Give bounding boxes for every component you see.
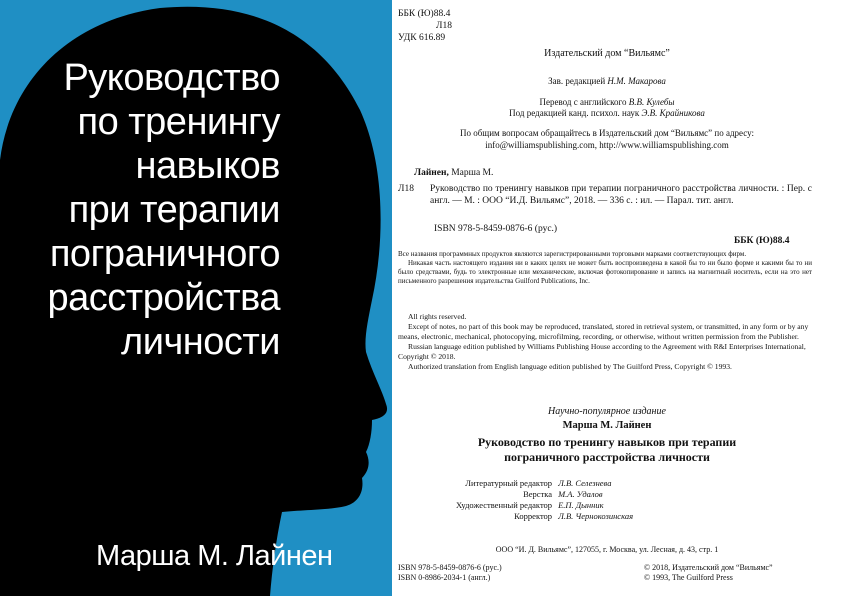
bbk-code: ББК (Ю)88.4 <box>398 9 451 19</box>
credit-role: Литературный редактор <box>465 478 553 488</box>
legal-notice-en <box>398 312 812 372</box>
translator <box>392 97 822 108</box>
translator-role: Перевод с английского <box>539 97 627 107</box>
isbn-english: ISBN 0-8986-2034-1 (англ.) <box>398 573 491 582</box>
russian-edition-notice: Russian language edition published by Williams Publishing House according to the Agreement with R&I Enterprises International, Copyright © 2018. <box>398 342 806 361</box>
cover-title-line: личности <box>121 321 280 363</box>
author-mark: Л18 <box>436 21 452 31</box>
credit-name: М.А. Удалов <box>558 489 603 499</box>
contact-info <box>392 127 822 151</box>
authorized-translation-notice: Authorized translation from English language edition published by The Guilford Press, Copyright © 1993. <box>408 362 732 371</box>
credit-row <box>456 478 633 489</box>
credit-name: Е.П. Дынник <box>558 500 604 510</box>
editor-in-chief-name: Н.М. Макарова <box>607 76 666 86</box>
contact-intro: По общим вопросам обращайтесь в Издательский дом “Вильямс” по адресу: <box>459 128 755 138</box>
catalog-author-surname: Лайнен, <box>414 168 449 178</box>
edition-type: Научно-популярное издание <box>548 406 666 417</box>
scientific-editor-role: Под редакцией канд. психол. наук <box>509 108 640 118</box>
catalog-author <box>414 168 493 178</box>
book-title <box>392 435 822 465</box>
cover-title-line: расстройства <box>47 277 280 319</box>
imprint-page <box>392 0 842 596</box>
isbn-list <box>398 563 502 583</box>
classification-codes <box>398 8 452 44</box>
production-credits <box>456 478 633 522</box>
reproduction-notice-en: Except of notes, no part of this book may be reproduced, translated, stored in retrieval system, or transmitted, in any form or by any means, electronic, mechanical, photocopying, microfilming, recording, or otherwise, without written permission from the Publisher. <box>398 322 809 341</box>
isbn-line: ISBN 978-5-8459-0876-6 (рус.) <box>434 224 558 234</box>
book-title-line: пограничного расстройства личности <box>504 450 710 464</box>
editor-in-chief-role: Зав. редакцией <box>548 76 606 86</box>
copyright-list <box>644 563 773 583</box>
isbn-russian: ISBN 978-5-8459-0876-6 (рус.) <box>398 563 502 572</box>
bibliographic-text: Руководство по тренингу навыков при терапии пограничного расстройства личности. : Пер. с англ. — М. : ООО “И.Д. Вильямс”, 2018. — 336 с. : ил. — Парал. тит. англ. <box>430 184 812 206</box>
bibliographic-record <box>398 183 812 207</box>
book-title-line: Руководство по тренингу навыков при терапии <box>477 435 737 449</box>
legal-notice-ru <box>398 250 812 286</box>
cover-title-line: по тренингу <box>77 101 280 143</box>
cover-title-line: Руководство <box>63 57 280 99</box>
bbk-code-bottom: ББК (Ю)88.4 <box>734 236 790 246</box>
credit-row <box>456 500 633 511</box>
cover-title-line: навыков <box>135 145 280 187</box>
scientific-editor-name: Э.В. Крайникова <box>641 108 705 118</box>
editor-in-chief <box>392 76 822 86</box>
credit-name: Л.В. Селезнева <box>558 478 612 488</box>
udk-code: УДК 616.89 <box>398 33 446 43</box>
translator-name: В.В. Кулебы <box>628 97 675 107</box>
publisher-name: Издательский дом “Вильямс” <box>544 48 670 59</box>
contact-links: info@williamspublishing.com, http://www.williamspublishing.com <box>485 140 729 150</box>
credit-name: Л.В. Чернокозинская <box>558 511 634 521</box>
copyright-russian: © 2018, Издательский дом “Вильямс” <box>644 563 773 572</box>
cover-title <box>0 56 280 364</box>
cover-title-line: пограничного <box>49 233 280 275</box>
credit-role: Верстка <box>523 489 553 499</box>
trademark-notice: Все названия программных продуктов являются зарегистрированными торговыми марками соответствующих фирм. <box>398 250 747 258</box>
scientific-editor <box>392 108 822 119</box>
copyright-english: © 1993, The Guilford Press <box>644 573 733 582</box>
translation-credits <box>392 97 822 119</box>
cover-author: Марша М. Лайнен <box>96 540 333 572</box>
credit-row <box>456 511 633 522</box>
book-author: Марша М. Лайнен <box>562 420 652 431</box>
rights-reserved: All rights reserved. <box>408 312 467 321</box>
credit-role: Корректор <box>514 511 553 521</box>
catalog-author-name: Марша М. <box>448 168 494 178</box>
credit-role: Художественный редактор <box>456 500 553 510</box>
book-cover <box>0 0 392 596</box>
cover-title-line: при терапии <box>68 189 280 231</box>
publisher-address: ООО “И. Д. Вильямс”, 127055, г. Москва, ул. Лесная, д. 43, стр. 1 <box>495 545 719 554</box>
credit-row <box>456 489 633 500</box>
reproduction-notice: Никакая часть настоящего издания ни в каких целях не может быть воспроизведена в какой бы то ни было форме и какими бы то ни было средствами, будь то электронные или механические, включая фотокопирование и запись на магнитный носитель, если на это нет письменного разрешения издательства Guilford Publications, Inc. <box>398 259 812 285</box>
bibliographic-code: Л18 <box>398 184 414 194</box>
